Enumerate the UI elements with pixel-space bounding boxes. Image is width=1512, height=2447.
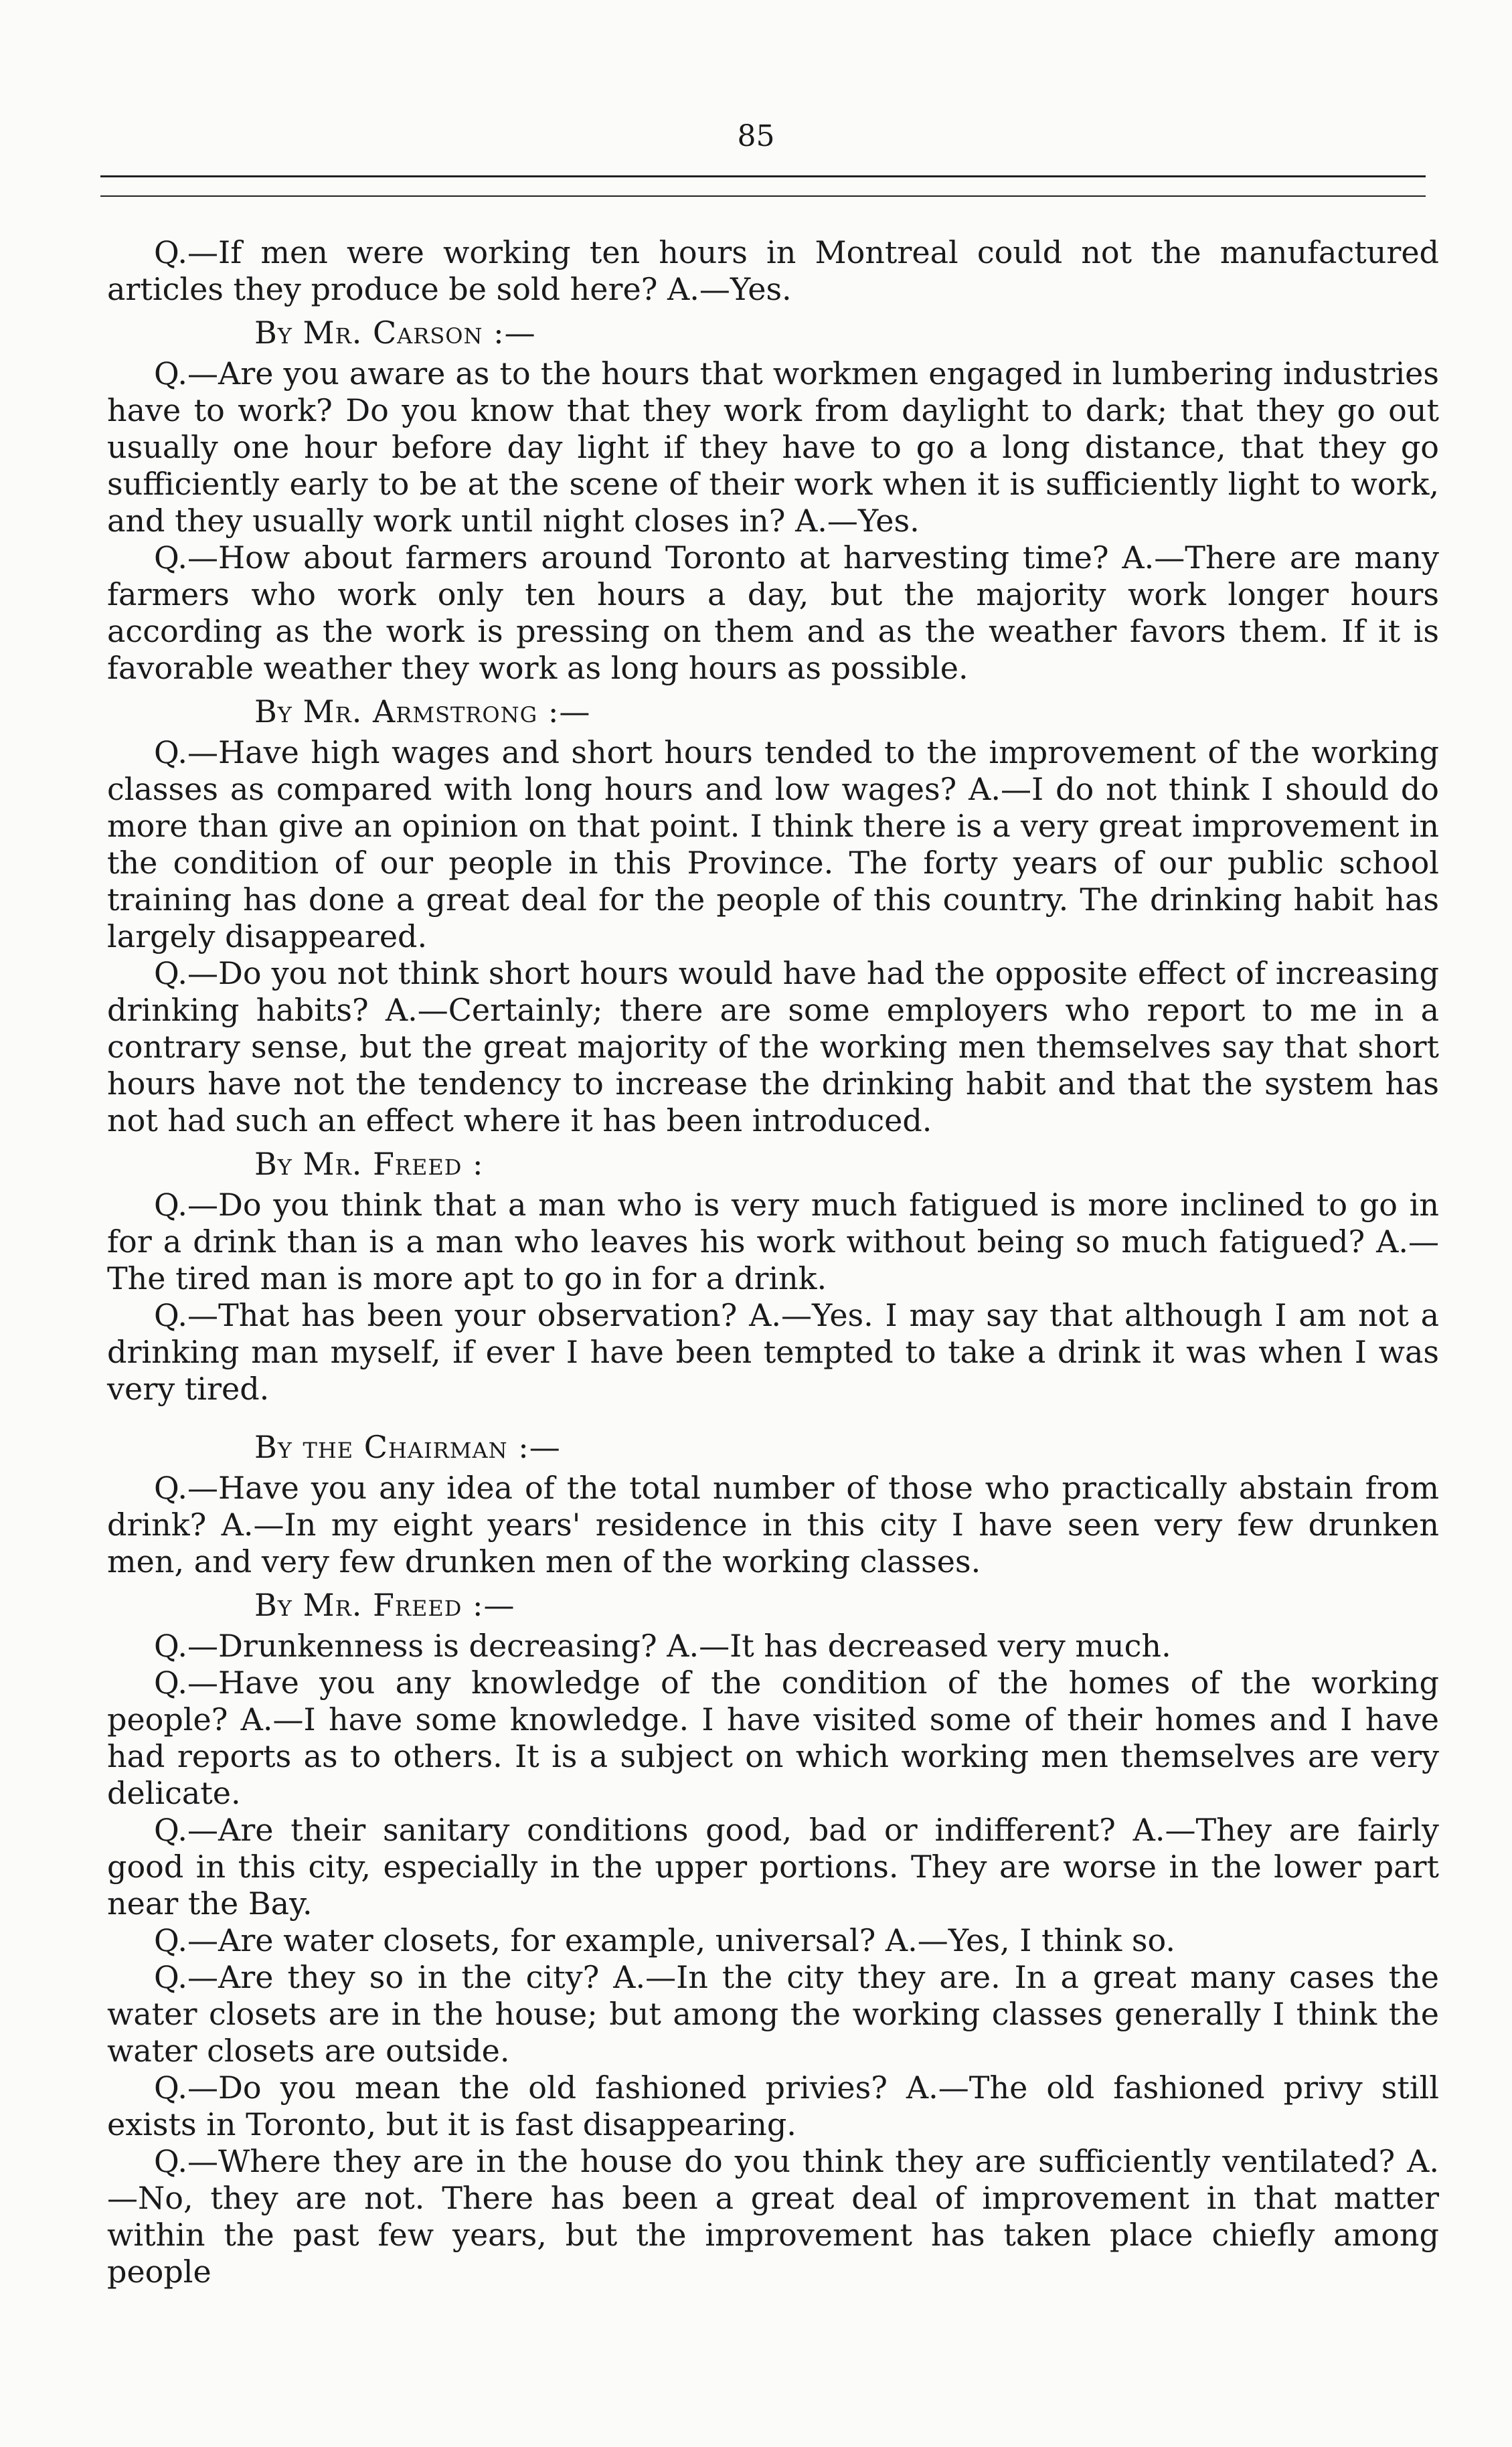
speaker-heading: By Mr. Carson :— <box>254 315 536 351</box>
testimony-paragraph: Q.—If men were working ten hours in Montreal could not the manufactured articles they produce be sold here? A.—Yes. <box>107 234 1439 307</box>
testimony-paragraph: Q.—Do you mean the old fashioned privies? A.—The old fashioned privy still exists in Toronto, but it is fast disappearing. <box>107 2070 1439 2142</box>
speaker-heading: By Mr. Armstrong :— <box>254 693 591 730</box>
testimony-paragraph: Q.—Drunkenness is decreasing? A.—It has decreased very much. <box>154 1628 1171 1664</box>
testimony-paragraph: Q.—Have high wages and short hours tended to the improvement of the working classes as compared with long hours and low wages? A.—I do not think I should do more than give an opinion on that point. I think there is a very great improvement in the condition of our people in this Province. The forty years of our public school training has done a great deal for the people of this country. The drinking habit has largely disappeared. <box>107 734 1439 954</box>
testimony-paragraph: Q.—Are you aware as to the hours that workmen engaged in lumbering industries have to work? Do you know that they work from daylight to dark; that they go out usually one hour before day light if they have to go a long distance, that they go sufficiently early to be at the scene of their work when it is sufficiently light to work, and they usually work until night closes in? A.—Yes. <box>107 355 1439 539</box>
header-rule <box>100 175 1426 177</box>
page-number: 85 <box>737 119 775 153</box>
testimony-paragraph: Q.—Where they are in the house do you think they are sufficiently ventilated? A.—No, they are not. There has been a great deal of improvement in that matter within the past few years, but the improvement has taken place chiefly among people <box>107 2143 1439 2290</box>
testimony-paragraph: Q.—Are their sanitary conditions good, bad or indifferent? A.—They are fairly good in this city, especially in the upper portions. They are worse in the lower part near the Bay. <box>107 1812 1439 1922</box>
speaker-heading: By Mr. Freed : <box>254 1146 484 1182</box>
document-body <box>107 234 1439 2290</box>
spacer <box>107 1408 1439 1422</box>
testimony-paragraph: Q.—That has been your observation? A.—Yes. I may say that although I am not a drinking man myself, if ever I have been tempted to take a drink it was when I was very tired. <box>107 1297 1439 1407</box>
header-rule-secondary <box>100 195 1426 197</box>
testimony-paragraph: Q.—Have you any idea of the total number of those who practically abstain from drink? A.—In my eight years' residence in this city I have seen very few drunken men, and very few drunken men of the working classes. <box>107 1470 1439 1580</box>
speaker-heading: By the Chairman :— <box>254 1429 561 1465</box>
testimony-paragraph: Q.—Do you not think short hours would have had the opposite effect of increasing drinking habits? A.—Certainly; there are some employers who report to me in a contrary sense, but the great majority of the working men themselves say that short hours have not the tendency to increase the drinking habit and that the system has not had such an effect where it has been introduced. <box>107 955 1439 1138</box>
testimony-paragraph: Q.—Are water closets, for example, universal? A.—Yes, I think so. <box>154 1922 1176 1958</box>
speaker-heading: By Mr. Freed :— <box>254 1587 515 1623</box>
testimony-paragraph: Q.—Are they so in the city? A.—In the city they are. In a great many cases the water closets are in the house; but among the working classes generally I think the water closets are outside. <box>107 1959 1439 2069</box>
testimony-paragraph: Q.—How about farmers around Toronto at harvesting time? A.—There are many farmers who work only ten hours a day, but the majority work longer hours according as the work is pressing on them and as the weather favors them. If it is favorable weather they work as long hours as possible. <box>107 539 1439 686</box>
testimony-paragraph: Q.—Do you think that a man who is very much fatigued is more inclined to go in for a drink than is a man who leaves his work without being so much fatigued? A.—The tired man is more apt to go in for a drink. <box>107 1187 1439 1296</box>
testimony-paragraph: Q.—Have you any knowledge of the condition of the homes of the working people? A.—I have some knowledge. I have visited some of their homes and I have had reports as to others. It is a subject on which working men themselves are very delicate. <box>107 1665 1439 1811</box>
